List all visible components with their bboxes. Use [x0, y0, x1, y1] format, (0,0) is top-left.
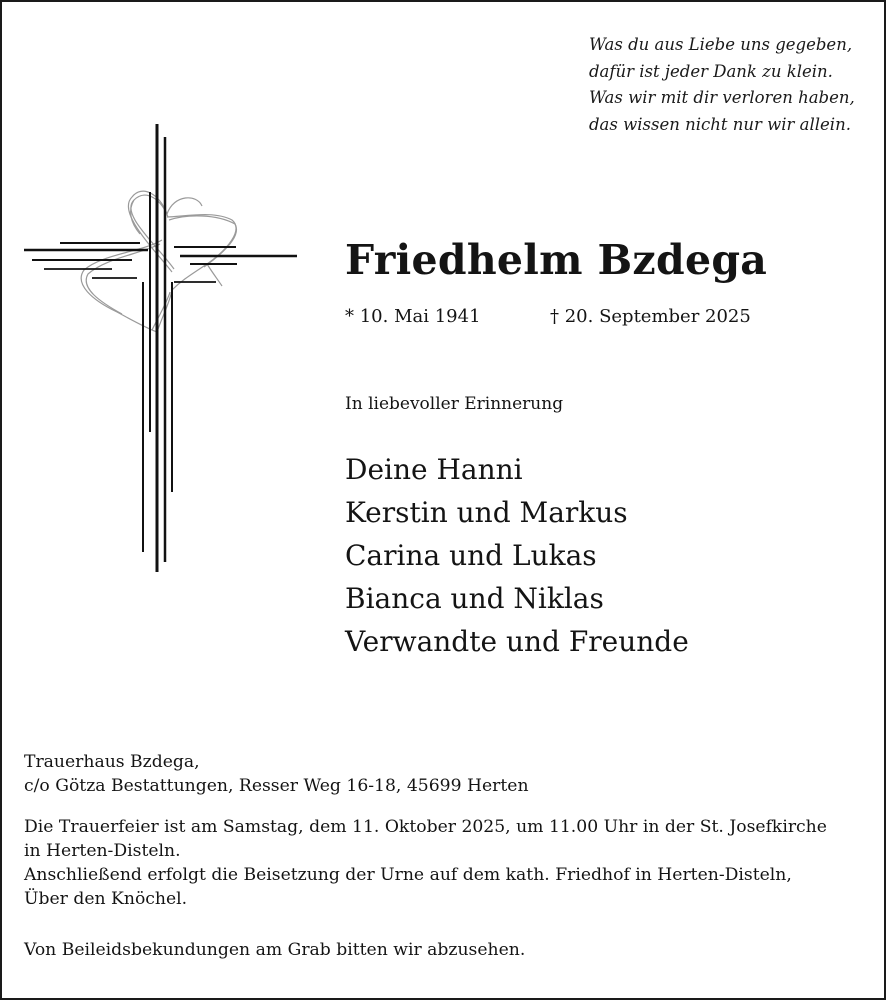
- poem-line: dafür ist jeder Dank zu klein.: [589, 61, 833, 81]
- cross-strokes: [24, 124, 297, 572]
- death-date: † 20. September 2025: [550, 306, 751, 327]
- service-line: Die Trauerfeier ist am Samstag, dem 11. Oktober 2025, um 11.00 Uhr in der St. Josefkirche: [24, 817, 827, 837]
- mourner: Carina und Lukas: [345, 539, 597, 572]
- deceased-name: Friedhelm Bzdega: [345, 236, 768, 284]
- poem: [589, 32, 869, 138]
- address-line: Trauerhaus Bzdega,: [24, 752, 200, 772]
- mourner: Bianca und Niklas: [345, 582, 604, 615]
- closing-note: Von Beileidsbekundungen am Grab bitten wir abzusehen.: [24, 940, 526, 960]
- poem-line: Was du aus Liebe uns gegeben,: [589, 35, 853, 54]
- hearts-icon: [81, 191, 236, 332]
- service-line: in Herten-Disteln.: [24, 841, 181, 861]
- cross-with-hearts-icon: [22, 122, 302, 577]
- mourner: Verwandte und Freunde: [345, 625, 689, 658]
- service-details: [24, 815, 874, 911]
- poem-line: Was wir mit dir verloren haben,: [589, 88, 855, 107]
- mourner: Kerstin und Markus: [345, 496, 628, 529]
- birth-date: * 10. Mai 1941: [345, 306, 481, 327]
- address-line: c/o Götza Bestattungen, Resser Weg 16-18, 45699 Herten: [24, 776, 529, 796]
- service-line: Anschließend erfolgt die Beisetzung der Urne auf dem kath. Friedhof in Herten-Disteln,: [24, 865, 792, 885]
- mourning-address: [24, 750, 874, 798]
- memory-line: In liebevoller Erinnerung: [345, 394, 564, 414]
- service-line: Über den Knöchel.: [24, 889, 188, 909]
- poem-line: das wissen nicht nur wir allein.: [589, 114, 851, 134]
- mourners-list: [345, 448, 689, 663]
- mourner: Deine Hanni: [345, 453, 523, 486]
